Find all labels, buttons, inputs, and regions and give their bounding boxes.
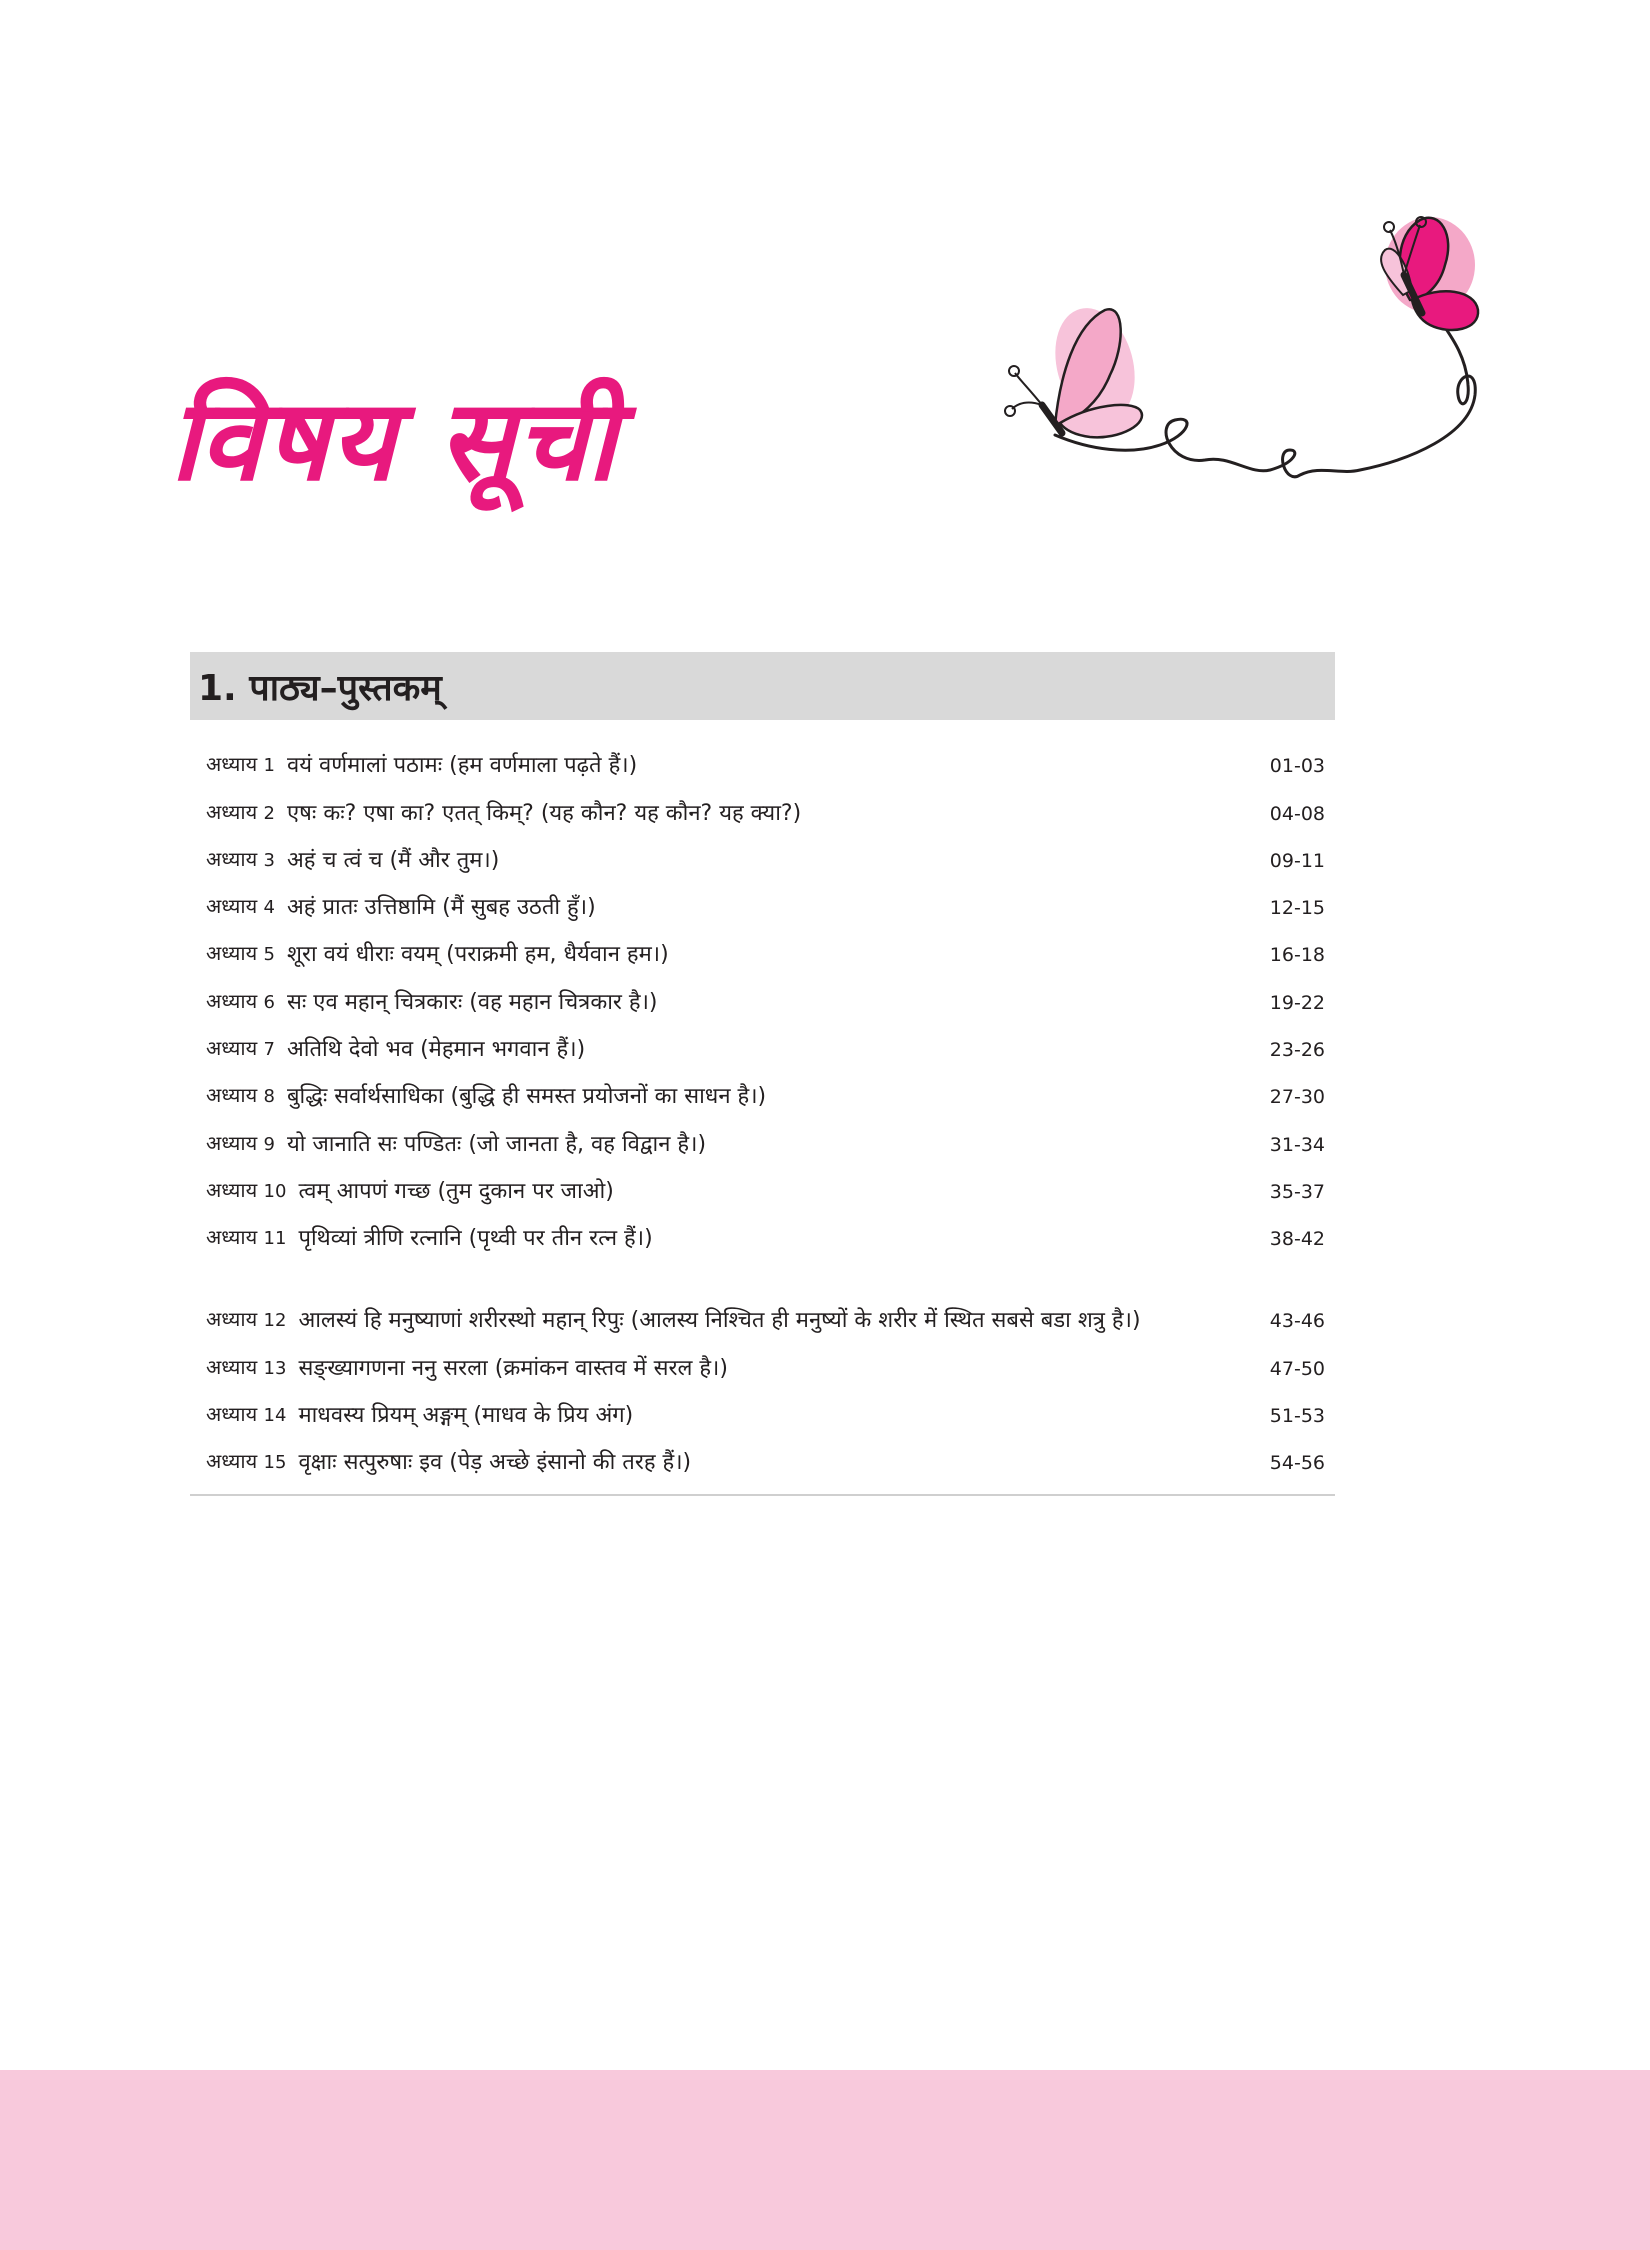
chapter-prefix: अध्याय bbox=[206, 1177, 258, 1202]
chapter-title: शूरा वयं धीराः वयम् (पराक्रमी हम, धैर्यवान हम।) bbox=[287, 942, 669, 968]
chapter-title: वयं वर्णमालां पठामः (हम वर्णमाला पढ़ते हैं।) bbox=[287, 753, 638, 779]
toc-row[interactable] bbox=[190, 1164, 1335, 1211]
chapter-label bbox=[206, 934, 287, 974]
chapter-label bbox=[206, 1076, 287, 1116]
toc-row[interactable] bbox=[190, 1022, 1335, 1069]
chapter-prefix: अध्याय bbox=[206, 1307, 258, 1332]
chapter-pages: 12-15 bbox=[1269, 897, 1325, 920]
chapter-pages: 01-03 bbox=[1269, 755, 1325, 778]
chapter-label bbox=[206, 1124, 287, 1164]
chapter-prefix: अध्याय bbox=[206, 1354, 258, 1379]
section-header bbox=[190, 652, 1335, 720]
chapter-pages: 31-34 bbox=[1269, 1133, 1325, 1156]
page-title: विषय सूची bbox=[170, 376, 618, 506]
chapter-number: 12 bbox=[263, 1310, 287, 1332]
chapter-title: बुद्धिः सर्वार्थसाधिका (बुद्धि ही समस्त प्रयोजनों का साधन है।) bbox=[287, 1084, 767, 1110]
chapter-prefix: अध्याय bbox=[206, 941, 258, 966]
chapter-label bbox=[206, 982, 287, 1022]
chapter-number: 15 bbox=[263, 1452, 287, 1474]
chapter-number: 7 bbox=[263, 1039, 275, 1061]
chapter-prefix: अध्याय bbox=[206, 1130, 258, 1155]
chapter-pages: 09-11 bbox=[1269, 849, 1325, 872]
chapter-pages: 35-37 bbox=[1269, 1180, 1325, 1203]
chapter-pages: 23-26 bbox=[1269, 1039, 1325, 1062]
chapter-prefix: अध्याय bbox=[206, 846, 258, 871]
toc-section bbox=[190, 652, 1335, 1496]
chapter-pages: 27-30 bbox=[1269, 1086, 1325, 1109]
chapter-number: 8 bbox=[263, 1086, 275, 1108]
toc-row[interactable] bbox=[190, 833, 1335, 880]
chapter-pages: 51-53 bbox=[1269, 1404, 1325, 1427]
chapter-label bbox=[206, 1300, 298, 1340]
chapter-number: 13 bbox=[263, 1357, 287, 1379]
chapter-pages: 43-46 bbox=[1269, 1310, 1325, 1333]
toc-row[interactable] bbox=[190, 1435, 1335, 1482]
toc-list bbox=[190, 720, 1335, 1496]
chapter-prefix: अध्याय bbox=[206, 1401, 258, 1426]
chapter-label bbox=[206, 1395, 298, 1435]
chapter-prefix: अध्याय bbox=[206, 1036, 258, 1061]
footer-band bbox=[0, 2070, 1650, 2250]
chapter-prefix: अध्याय bbox=[206, 752, 258, 777]
left-butterfly-icon bbox=[1005, 299, 1147, 437]
chapter-label bbox=[206, 1442, 298, 1482]
chapter-label bbox=[206, 793, 287, 833]
toc-row[interactable] bbox=[190, 1211, 1335, 1258]
section-heading: 1. पाठ्य–पुस्तकम् bbox=[198, 667, 442, 709]
chapter-number: 14 bbox=[263, 1404, 287, 1426]
chapter-pages: 16-18 bbox=[1269, 944, 1325, 967]
right-butterfly-icon bbox=[1381, 217, 1478, 330]
chapter-title: यो जानाति सः पण्डितः (जो जानता है, वह विद्वान है।) bbox=[287, 1131, 707, 1157]
chapter-prefix: अध्याय bbox=[206, 894, 258, 919]
chapter-pages: 19-22 bbox=[1269, 991, 1325, 1014]
toc-row[interactable] bbox=[190, 927, 1335, 974]
chapter-prefix: अध्याय bbox=[206, 1083, 258, 1108]
chapter-prefix: अध्याय bbox=[206, 988, 258, 1013]
toc-row[interactable] bbox=[190, 738, 1335, 785]
chapter-number: 2 bbox=[263, 802, 275, 824]
chapter-title: वृक्षाः सत्पुरुषाः इव (पेड़ अच्छे इंसानो की तरह हैं।) bbox=[298, 1450, 692, 1476]
chapter-title: अहं च त्वं च (मैं और तुम।) bbox=[287, 847, 500, 873]
chapter-title: अहं प्रातः उत्तिष्ठामि (मैं सुबह उठती हुँ।) bbox=[287, 895, 596, 921]
chapter-label bbox=[206, 1029, 287, 1069]
toc-row[interactable] bbox=[190, 1340, 1335, 1387]
chapter-pages: 04-08 bbox=[1269, 802, 1325, 825]
chapter-label bbox=[206, 1348, 298, 1388]
toc-row[interactable] bbox=[190, 1069, 1335, 1116]
chapter-number: 3 bbox=[263, 849, 275, 871]
chapter-label bbox=[206, 745, 287, 785]
chapter-label bbox=[206, 840, 287, 880]
toc-row[interactable] bbox=[190, 1388, 1335, 1435]
chapter-prefix: अध्याय bbox=[206, 1225, 258, 1250]
toc-row[interactable] bbox=[190, 1116, 1335, 1163]
chapter-pages: 38-42 bbox=[1269, 1228, 1325, 1251]
chapter-label bbox=[206, 1218, 298, 1258]
chapter-number: 6 bbox=[263, 991, 275, 1013]
chapter-number: 10 bbox=[263, 1180, 287, 1202]
chapter-title: माधवस्य प्रियम् अङ्गम् (माधव के प्रिय अंग) bbox=[298, 1402, 634, 1428]
butterfly-illustration bbox=[1000, 205, 1500, 505]
chapter-number: 5 bbox=[263, 944, 275, 966]
chapter-prefix: अध्याय bbox=[206, 799, 258, 824]
chapter-number: 4 bbox=[263, 897, 275, 919]
chapter-title: सः एव महान् चित्रकारः (वह महान चित्रकार है।) bbox=[287, 989, 658, 1015]
toc-row[interactable] bbox=[190, 1258, 1335, 1340]
chapter-title: सङ्ख्यागणना ननु सरला (क्रमांकन वास्तव में सरल है।) bbox=[298, 1355, 728, 1381]
chapter-number: 9 bbox=[263, 1133, 275, 1155]
chapter-number: 1 bbox=[263, 755, 275, 777]
toc-row[interactable] bbox=[190, 880, 1335, 927]
chapter-label bbox=[206, 887, 287, 927]
chapter-label bbox=[206, 1171, 298, 1211]
chapter-title: त्वम् आपणं गच्छ (तुम दुकान पर जाओ) bbox=[298, 1178, 614, 1204]
chapter-title: पृथिव्यां त्रीणि रत्नानि (पृथ्वी पर तीन रत्न हैं।) bbox=[298, 1226, 653, 1252]
toc-row[interactable] bbox=[190, 974, 1335, 1021]
chapter-number: 11 bbox=[263, 1228, 287, 1250]
chapter-title: एषः कः? एषा का? एतत् किम्? (यह कौन? यह कौन? यह क्या?) bbox=[287, 800, 802, 826]
chapter-pages: 54-56 bbox=[1269, 1452, 1325, 1475]
chapter-title: अतिथि देवो भव (मेहमान भगवान हैं।) bbox=[287, 1037, 586, 1063]
toc-row[interactable] bbox=[190, 785, 1335, 832]
chapter-pages: 47-50 bbox=[1269, 1357, 1325, 1380]
chapter-title: आलस्यं हि मनुष्याणां शरीरस्थो महान् रिपुः (आलस्य निश्चित ही मनुष्यों के शरीर में स्थित सबसे बडा शत्रु है।) bbox=[298, 1308, 1141, 1334]
chapter-prefix: अध्याय bbox=[206, 1449, 258, 1474]
